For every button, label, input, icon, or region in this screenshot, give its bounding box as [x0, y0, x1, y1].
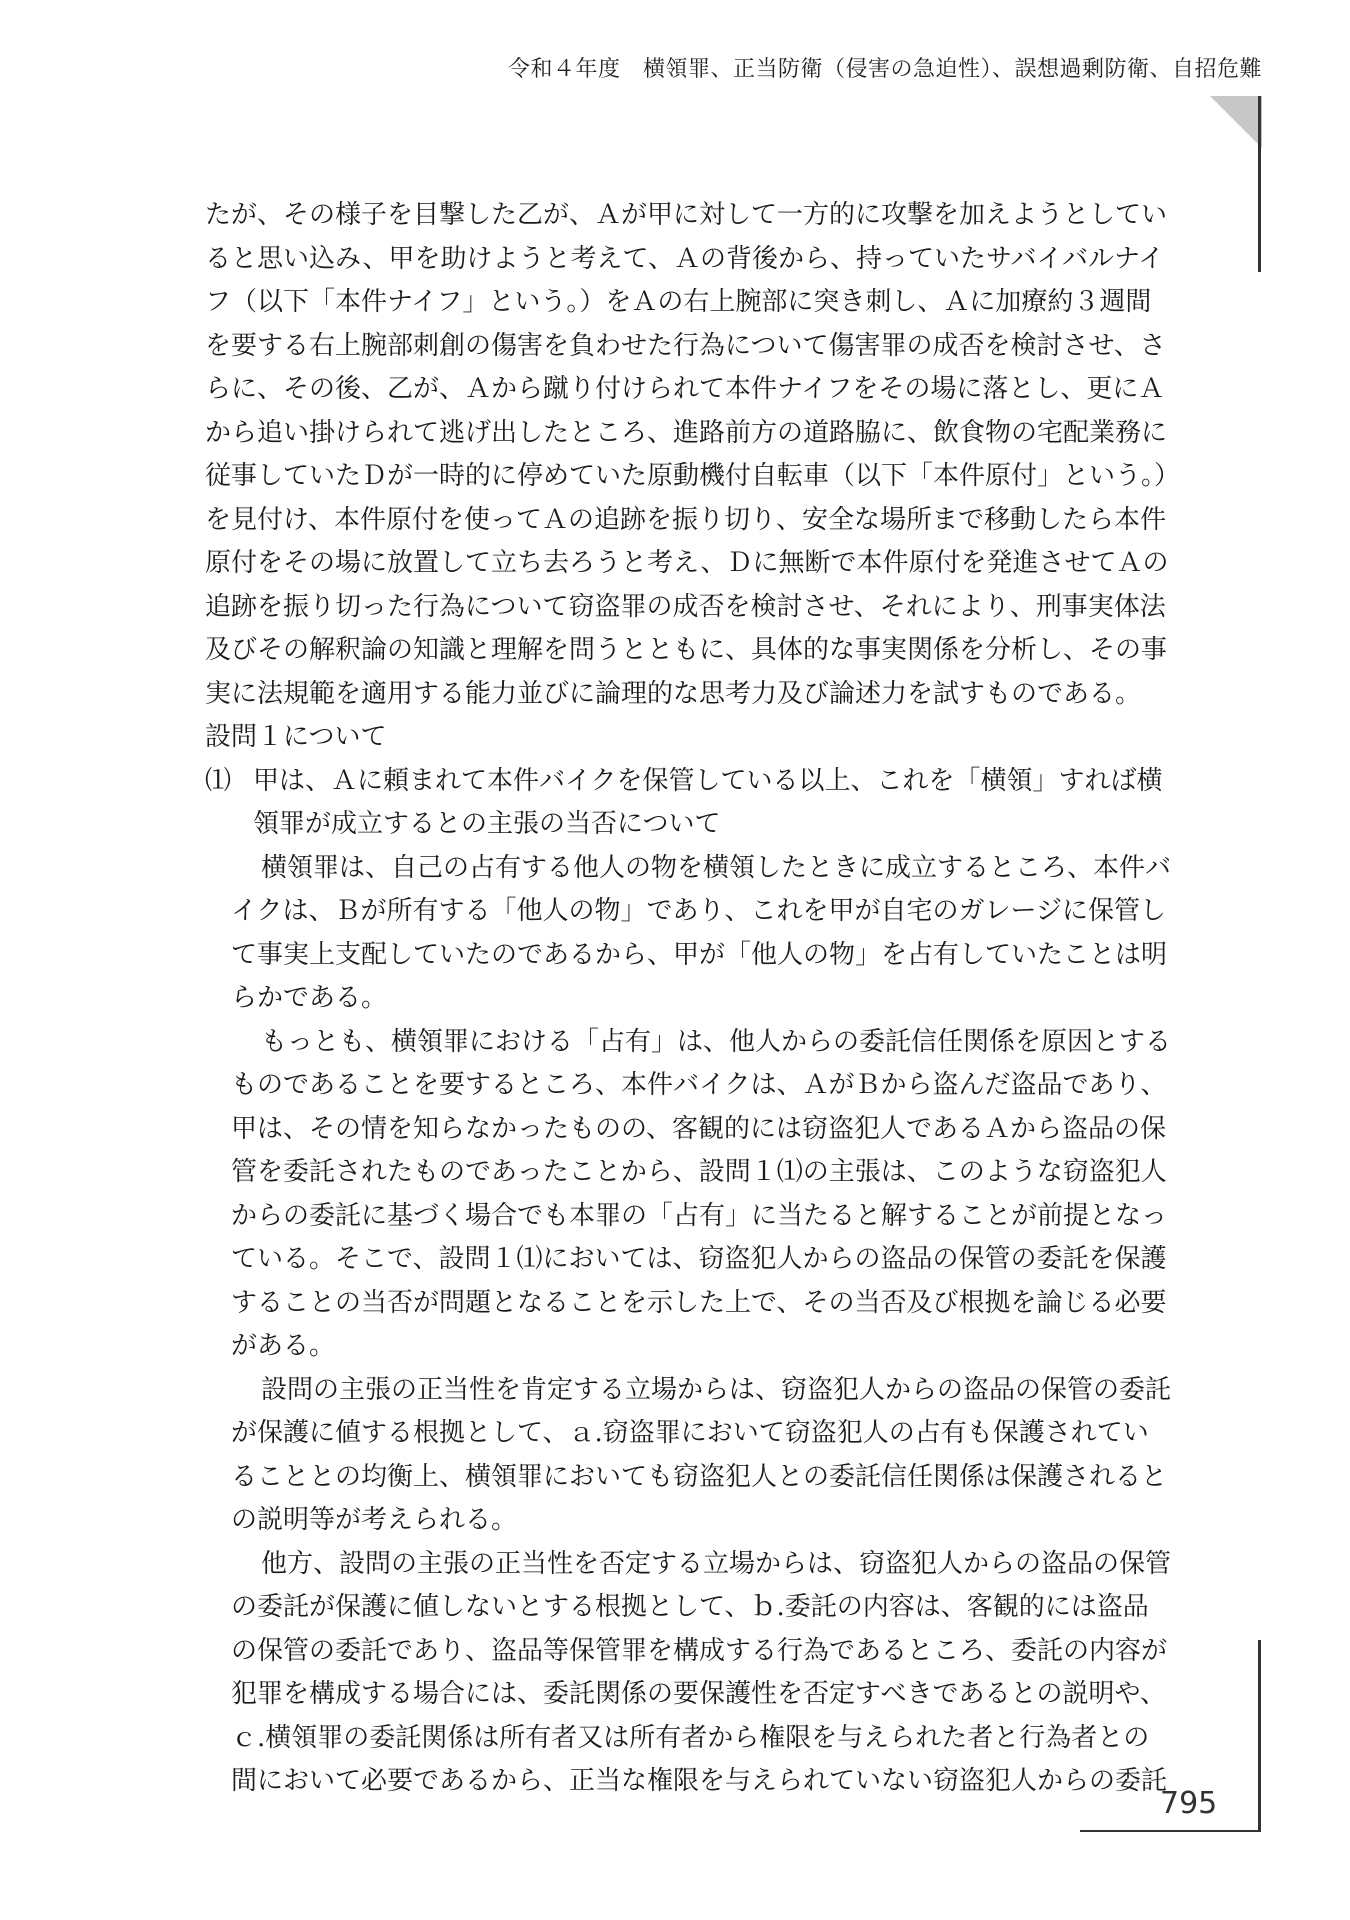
intro-paragraph [205, 194, 1220, 716]
paragraph [205, 1369, 1220, 1543]
body-text [205, 194, 1220, 1804]
item-title-text: 領罪が成立するとの主張の当否について [253, 809, 721, 839]
text-line: 甲は、その情を知らなかったものの、客観的には窃盗犯人であるＡから盗品の保 [231, 1113, 1166, 1144]
text-line: 設問の主張の正当性を肯定する立場からは、窃盗犯人からの盗品の保管の委託 [261, 1374, 1172, 1405]
text-line: 他方、設問の主張の正当性を否定する立場からは、窃盗犯人からの盗品の保管 [261, 1548, 1172, 1579]
page-number: 795 [1160, 1786, 1218, 1821]
paragraph [205, 1543, 1220, 1804]
header-vertical-rule [1258, 96, 1261, 272]
text-line: の保管の委託であり、盗品等保管罪を構成する行為であるところ、委託の内容が [231, 1635, 1168, 1666]
text-line: イクは、Ｂが所有する「他人の物」であり、これを甲が自宅のガレージに保管し [231, 896, 1166, 926]
text-line: を要する右上腕部刺創の傷害を負わせた行為について傷害罪の成否を検討させ、さ [205, 330, 1166, 361]
text-line: らかである。 [231, 983, 388, 1013]
text-line: がある。 [231, 1331, 336, 1361]
text-line: 犯罪を構成する場合には、委託関係の要保護性を否定すべきであるとの説明や、 [231, 1679, 1166, 1709]
text-line: フ（以下「本件ナイフ」という。）をＡの右上腕部に突き刺し、Ａに加療約３週間 [205, 287, 1152, 317]
text-line: もっとも、横領罪における「占有」は、他人からの委託信任関係を原因とする [261, 1026, 1172, 1057]
text-line: ている。そこで、設問１⑴においては、窃盗犯人からの盗品の保管の委託を保護 [231, 1244, 1167, 1274]
paragraph [205, 1021, 1220, 1369]
item-title-line: 甲は、Ａに頼まれて本件バイクを保管している以上、これを「横領」すれば横 [253, 765, 1163, 796]
text-line: から追い掛けられて逃げ出したところ、進路前方の道路脇に、飲食物の宅配業務に [205, 417, 1168, 448]
text-line: らに、その後、乙が、Ａから蹴り付けられて本件ナイフをその場に落とし、更にＡ [205, 374, 1165, 404]
text-line: の委託が保護に値しないとする根拠として、ｂ.委託の内容は、客観的には盗品 [231, 1592, 1149, 1622]
text-line: 従事していたＤが一時的に停めていた原動機付自転車（以下「本件原付」という。） [205, 461, 1181, 491]
running-header: 令和４年度 横領罪、正当防衛（侵害の急迫性）、誤想過剰防衛、自招危難 [507, 57, 1262, 82]
numbered-item [205, 760, 1220, 847]
text-line: 追跡を振り切った行為について窃盗罪の成否を検討させ、それにより、刑事実体法 [205, 591, 1166, 622]
text-line: ｃ.横領罪の委託関係は所有者又は所有者から権限を与えられた者と行為者との [231, 1722, 1150, 1753]
text-line: 及びその解釈論の知識と理解を問うとともに、具体的な事実関係を分析し、その事 [205, 635, 1168, 665]
text-line: することの当否が問題となることを示した上で、その当否及び根拠を論じる必要 [231, 1287, 1167, 1318]
text-line: ると思い込み、甲を助けようと考えて、Ａの背後から、持っていたサバイバルナイ [205, 243, 1165, 274]
text-line: からの委託に基づく場合でも本罪の「占有」に当たると解することが前提となっ [231, 1200, 1168, 1231]
paragraph [205, 847, 1220, 1021]
text-line: を見付け、本件原付を使ってＡの追跡を振り切り、安全な場所まで移動したら本件 [205, 504, 1166, 535]
text-line: たが、その様子を目撃した乙が、Ａが甲に対して一方的に攻撃を加えようとしてい [205, 200, 1168, 230]
text-line: が保護に値する根拠として、ａ.窃盗罪において窃盗犯人の占有も保護されてい [231, 1418, 1149, 1448]
footer-horizontal-rule [1080, 1830, 1261, 1832]
text-line: 管を委託されたものであったことから、設問１⑴の主張は、このような窃盗犯人 [231, 1157, 1167, 1187]
text-line: ものであることを要するところ、本件バイクは、ＡがＢから盗んだ盗品であり、 [231, 1070, 1167, 1100]
item-number: ⑴ [205, 765, 232, 796]
text-line: 原付をその場に放置して立ち去ろうと考え、Ｄに無断で本件原付を発進させてＡの [205, 548, 1169, 578]
corner-tab-decoration [1210, 96, 1262, 148]
text-line: 実に法規範を適用する能力並びに論理的な思考力及び論述力を試すものである。 [205, 678, 1142, 709]
text-line: ることとの均衡上、横領罪においても窃盗犯人との委託信任関係は保護されると [231, 1461, 1168, 1492]
section-heading: 設問１について [205, 722, 387, 752]
footer-vertical-rule [1258, 1640, 1261, 1830]
item-title-line [205, 803, 1220, 847]
text-line: の説明等が考えられる。 [231, 1505, 518, 1535]
text-line: て事実上支配していたのであるから、甲が「他人の物」を占有していたことは明 [231, 939, 1168, 970]
text-line: 間において必要であるから、正当な権限を与えられていない窃盗犯人からの委託 [231, 1766, 1168, 1796]
text-line: 横領罪は、自己の占有する他人の物を横領したときに成立するところ、本件バ [261, 852, 1172, 883]
